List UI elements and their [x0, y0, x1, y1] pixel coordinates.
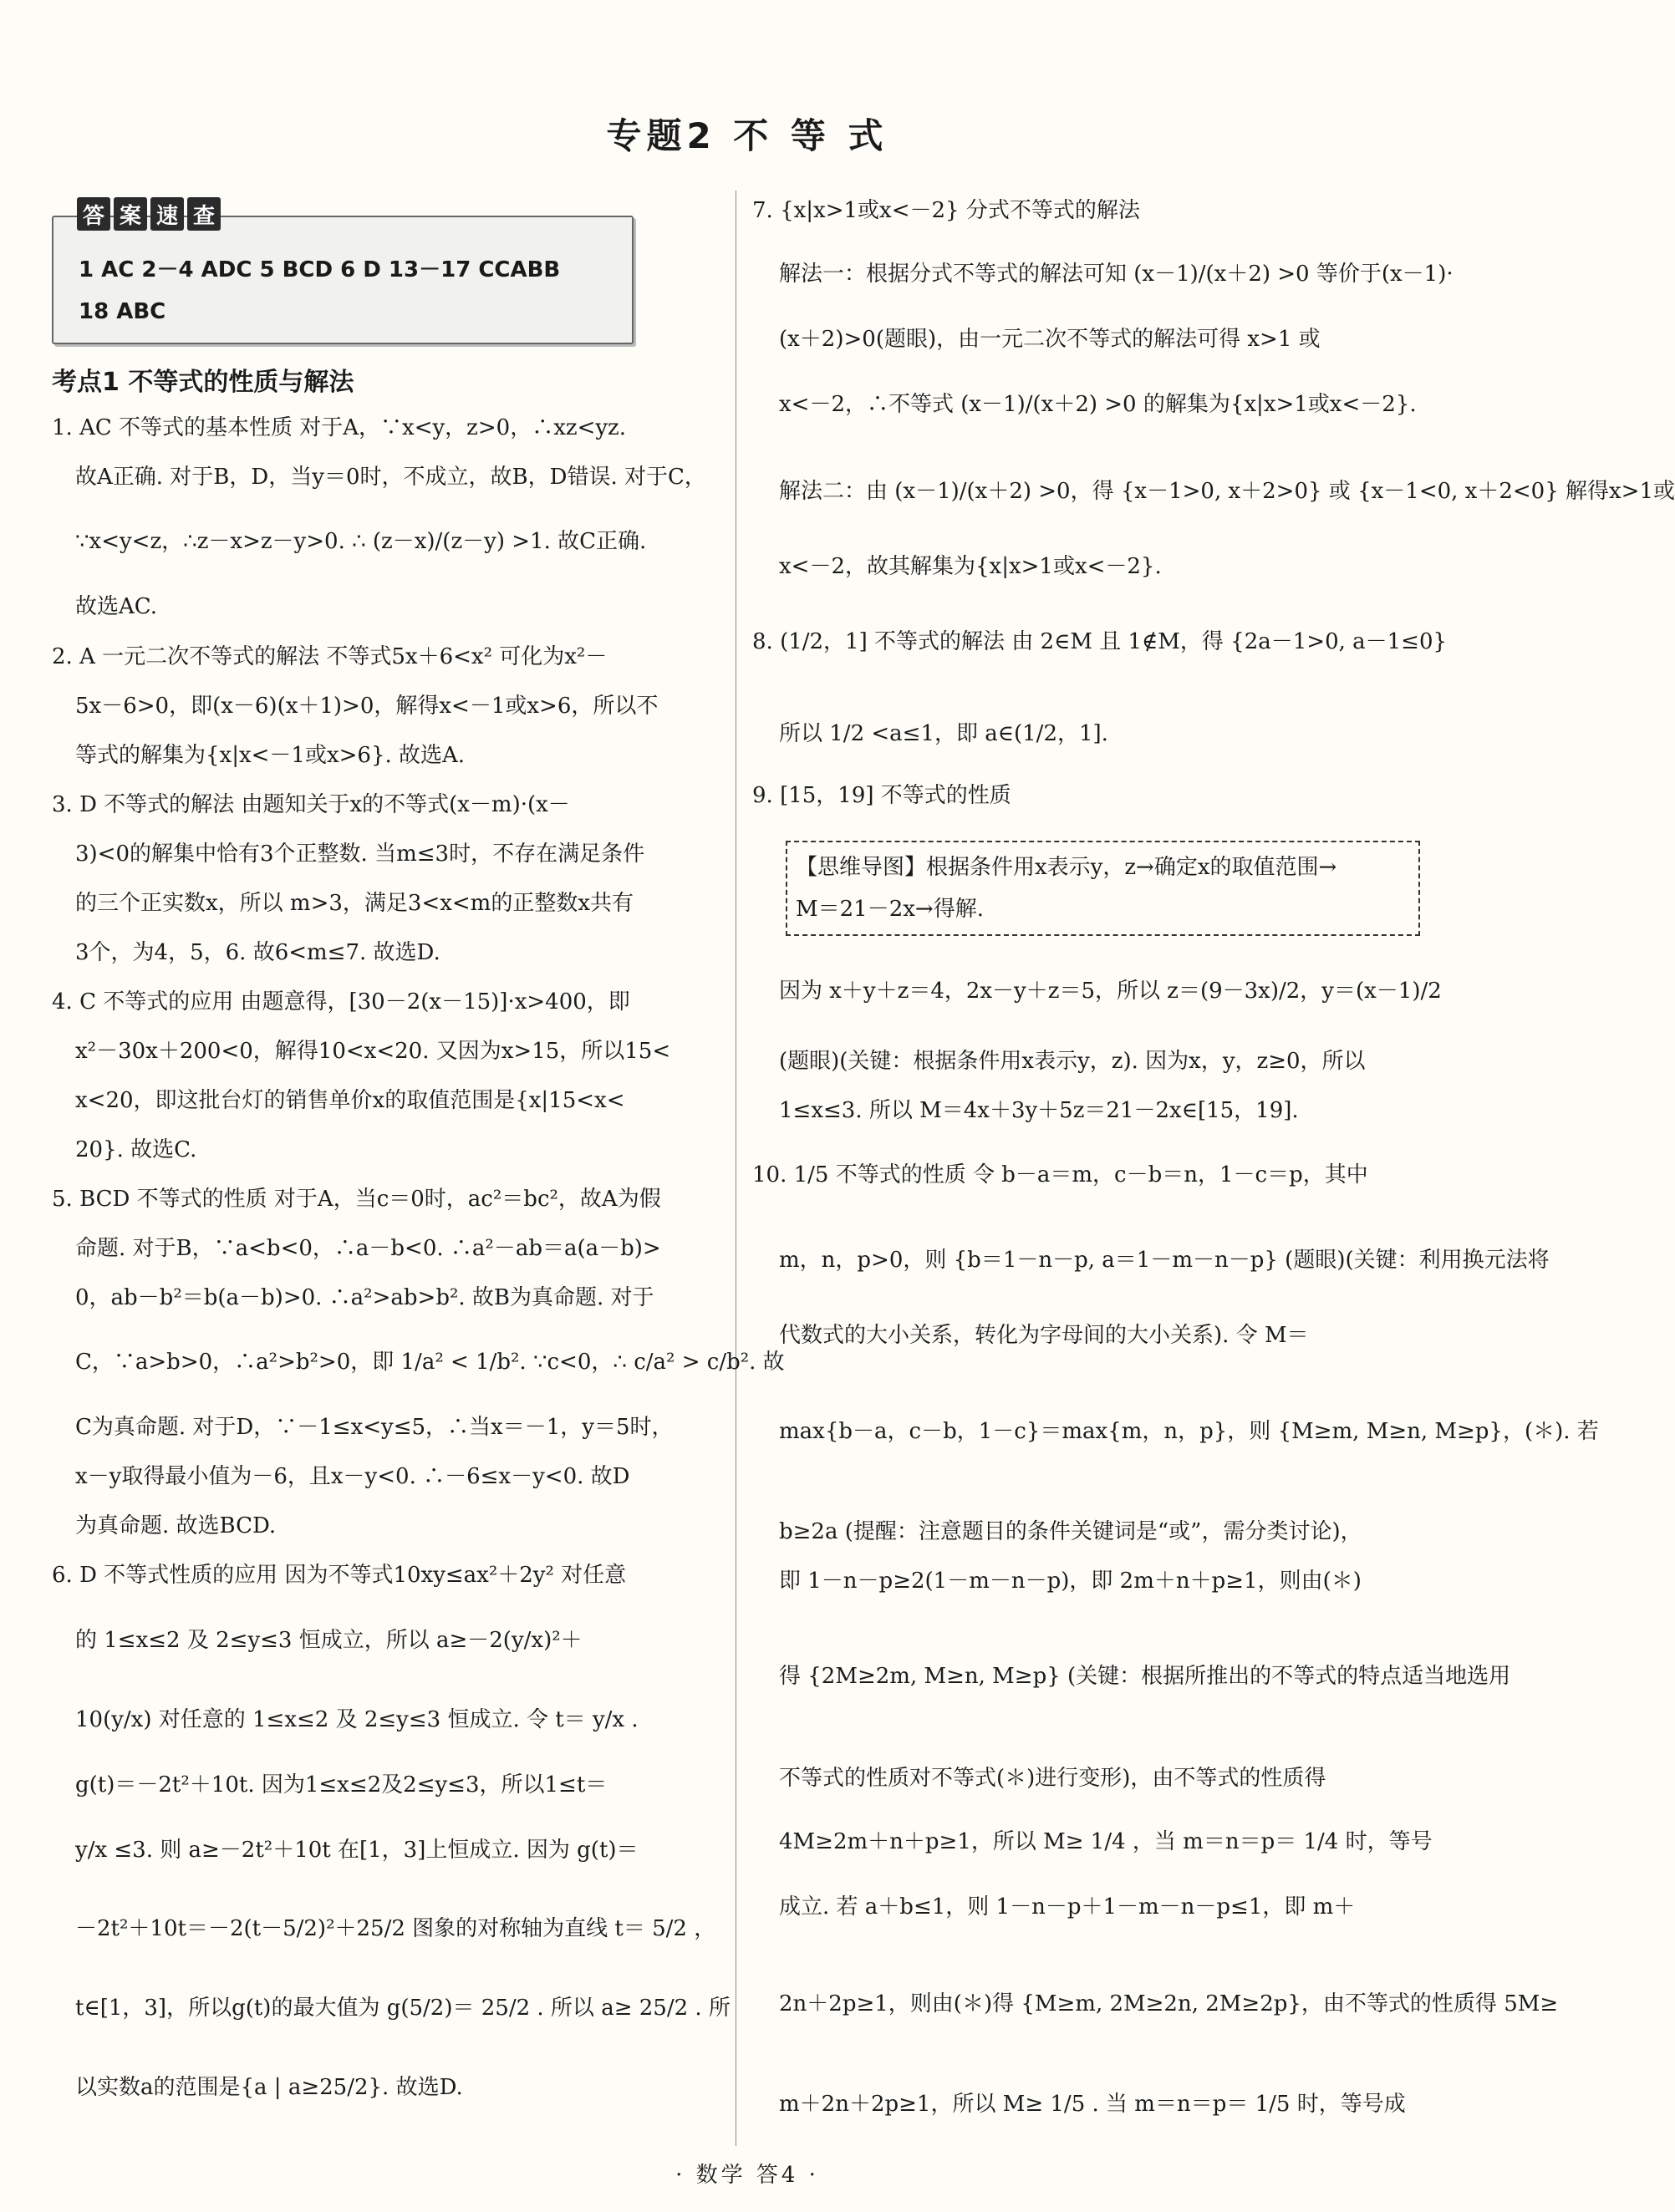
text-line: max{b－a，c－b，1－c}＝max{m，n，p}，则 {M≥m, M≥n, M≥p}，(＊). 若 — [779, 1419, 1599, 1444]
text-line: x²－30x＋200<0，解得10<x<20. 又因为x>15，所以15< — [75, 1039, 671, 1064]
text-line: 因为 x＋y＋z＝4，2x－y＋z＝5，所以 z＝(9－3x)/2，y＝(x－1)/2 — [779, 979, 1442, 1004]
text-line: (题眼)(关键：根据条件用x表示y，z). 因为x，y，z≥0，所以 — [779, 1049, 1366, 1074]
text-line: 代数式的大小关系，转化为字母间的大小关系). 令 M＝ — [779, 1323, 1309, 1348]
text-line: x－y取得最小值为－6，且x－y<0. ∴－6≤x－y<0. 故D — [75, 1464, 630, 1489]
section-heading: 考点1 不等式的性质与解法 — [52, 368, 354, 397]
text-line: 为真命题. 故选BCD. — [75, 1513, 277, 1538]
text-line: g(t)＝－2t²＋10t. 因为1≤x≤2及2≤y≤3，所以1≤t＝ — [75, 1772, 608, 1798]
text-line: 得 {2M≥2m, M≥n, M≥p} (关键：根据所推出的不等式的特点适当地选用 — [779, 1664, 1511, 1689]
text-line: x<－2，故其解集为{x|x>1或x<－2}. — [779, 554, 1162, 579]
text-line: 2n＋2p≥1，则由(＊)得 {M≥m, 2M≥2n, 2M≥2p}，由不等式的性质得 5M≥ — [779, 1991, 1559, 2016]
text-line: 20}. 故选C. — [75, 1137, 197, 1162]
text-line: 4. C 不等式的应用 由题意得，[30－2(x－15)]·x>400，即 — [52, 989, 630, 1014]
text-line: 即 1－n－p≥2(1－m－n－p)，即 2m＋n＋p≥1，则由(＊) — [779, 1569, 1362, 1594]
page-footer: · 数学 答4 · — [675, 2163, 819, 2188]
answer-key-line-1: 1 AC 2－4 ADC 5 BCD 6 D 13－17 CCABB — [79, 257, 561, 282]
text-line: t∈[1，3]，所以g(t)的最大值为 g(5/2)＝ 25/2 . 所以 a≥ 25/2 . 所 — [75, 1996, 731, 2021]
text-line: 2. A 一元二次不等式的解法 不等式5x＋6<x² 可化为x²－ — [52, 644, 608, 669]
mind-map-line-1: 【思维导图】根据条件用x表示y，z→确定x的取值范围→ — [796, 855, 1337, 880]
text-line: 4M≥2m＋n＋p≥1，所以 M≥ 1/4 ，当 m＝n＝p＝ 1/4 时，等号 — [779, 1829, 1433, 1854]
text-line: b≥2a (提醒：注意题目的条件关键词是“或”，需分类讨论)， — [779, 1519, 1362, 1544]
text-line: m，n，p>0，则 {b＝1－n－p, a＝1－m－n－p} (题眼)(关键：利用换元法将 — [779, 1248, 1550, 1273]
answer-tag-1: 答 — [77, 197, 110, 231]
page-title: 专题2 不 等 式 — [606, 115, 888, 156]
text-line: 9. [15，19] 不等式的性质 — [752, 783, 1011, 808]
text-line: 0，ab－b²＝b(a－b)>0. ∴a²>ab>b². 故B为真命题. 对于 — [75, 1285, 654, 1310]
text-line: x<－2，∴不等式 (x－1)/(x＋2) >0 的解集为{x|x>1或x<－2}. — [779, 392, 1417, 417]
answer-key-box — [52, 203, 634, 344]
answer-tag-4: 查 — [187, 197, 221, 231]
text-line: 8. (1/2，1] 不等式的解法 由 2∈M 且 1∉M，得 {2a－1>0, a－1≤0} — [752, 629, 1448, 654]
mind-map-box — [786, 841, 1420, 936]
text-line: 所以 1/2 <a≤1，即 a∈(1/2，1]. — [779, 721, 1108, 746]
text-line: 5x－6>0，即(x－6)(x＋1)>0，解得x<－1或x>6，所以不 — [75, 694, 659, 719]
text-line: 以实数a的范围是{a | a≥25/2}. 故选D. — [75, 2075, 463, 2100]
text-line: －2t²＋10t＝－2(t－5/2)²＋25/2 图象的对称轴为直线 t＝ 5/2 ， — [75, 1916, 716, 1941]
answer-tag-3: 速 — [150, 197, 184, 231]
text-line: C为真命题. 对于D，∵－1≤x<y≤5，∴当x＝－1，y＝5时， — [75, 1415, 674, 1440]
text-line: 10. 1/5 不等式的性质 令 b－a＝m，c－b＝n，1－c＝p，其中 — [752, 1162, 1368, 1187]
text-line: 的三个正实数x，所以 m>3，满足3<x<m的正整数x共有 — [75, 891, 634, 916]
text-line: 10(y/x) 对任意的 1≤x≤2 及 2≤y≤3 恒成立. 令 t＝ y/x . — [75, 1707, 639, 1732]
text-line: x<20，即这批台灯的销售单价x的取值范围是{x|15<x< — [75, 1088, 625, 1113]
text-line: 成立. 若 a＋b≤1，则 1－n－p＋1－m－n－p≤1，即 m＋ — [779, 1894, 1356, 1920]
text-line: m＋2n＋2p≥1，所以 M≥ 1/5 . 当 m＝n＝p＝ 1/5 时，等号成 — [779, 2092, 1406, 2117]
text-line: 5. BCD 不等式的性质 对于A，当c＝0时，ac²＝bc²，故A为假 — [52, 1187, 661, 1212]
text-line: 命题. 对于B，∵a<b<0，∴a－b<0. ∴a²－ab＝a(a－b)> — [75, 1236, 661, 1261]
mind-map-line-2: M＝21－2x→得解. — [796, 897, 984, 922]
text-line: (x＋2)>0(题眼)，由一元二次不等式的解法可得 x>1 或 — [779, 327, 1321, 352]
text-line: C，∵a>b>0，∴a²>b²>0，即 1/a² < 1/b². ∵c<0，∴ c/a² > c/b². 故 — [75, 1350, 785, 1375]
text-line: 7. {x|x>1或x<－2} 分式不等式的解法 — [752, 198, 1140, 223]
text-line: 解法一：根据分式不等式的解法可知 (x－1)/(x＋2) >0 等价于(x－1)· — [779, 262, 1454, 287]
text-line: 6. D 不等式性质的应用 因为不等式10xy≤ax²＋2y² 对任意 — [52, 1563, 627, 1588]
text-line: 解法二：由 (x－1)/(x＋2) >0，得 {x－1>0, x＋2>0} 或 {x－1<0, x＋2<0} 解得x>1或 — [779, 479, 1675, 504]
text-line: 的 1≤x≤2 及 2≤y≤3 恒成立，所以 a≥－2(y/x)²＋ — [75, 1628, 583, 1653]
text-line: 1. AC 不等式的基本性质 对于A，∵x<y，z>0，∴xz<yz. — [52, 415, 627, 440]
answer-key-line-2: 18 ABC — [79, 299, 166, 324]
text-line: 等式的解集为{x|x<－1或x>6}. 故选A. — [75, 743, 466, 768]
text-line: 故选AC. — [75, 594, 158, 619]
text-line: 3. D 不等式的解法 由题知关于x的不等式(x－m)·(x－ — [52, 792, 570, 817]
text-line: 1≤x≤3. 所以 M＝4x＋3y＋5z＝21－2x∈[15，19]. — [779, 1098, 1299, 1123]
text-line: ∵x<y<z，∴z－x>z－y>0. ∴ (z－x)/(z－y) >1. 故C正确. — [75, 529, 647, 554]
text-line: 不等式的性质对不等式(＊)进行变形)，由不等式的性质得 — [779, 1766, 1326, 1791]
text-line: 故A正确. 对于B，D，当y＝0时，不成立，故B，D错误. 对于C， — [75, 465, 706, 490]
answer-key-tags — [77, 197, 221, 231]
answer-tag-2: 案 — [114, 197, 147, 231]
text-line: y/x ≤3. 则 a≥－2t²＋10t 在[1，3]上恒成立. 因为 g(t)＝ — [75, 1838, 639, 1863]
text-line: 3)<0的解集中恰有3个正整数. 当m≤3时，不存在满足条件 — [75, 842, 645, 867]
text-line: 3个，为4，5，6. 故6<m≤7. 故选D. — [75, 940, 440, 965]
